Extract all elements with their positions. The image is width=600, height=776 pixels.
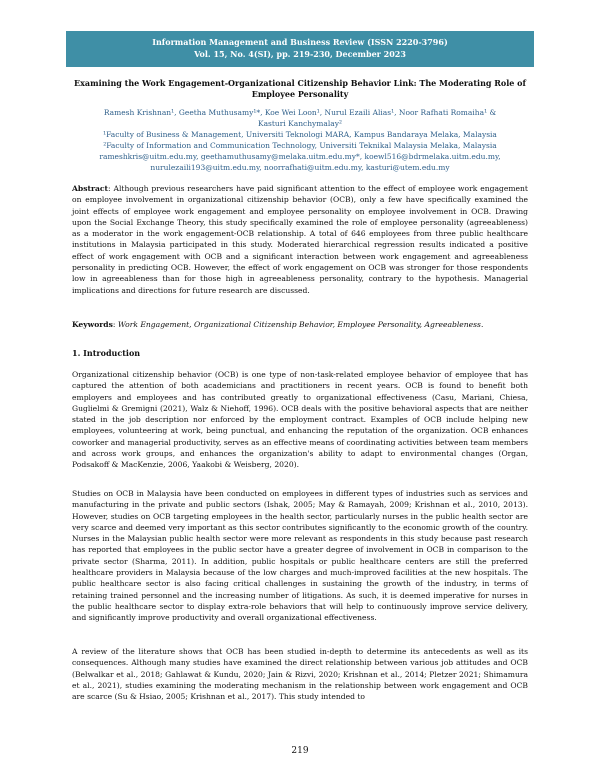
- section-heading: 1. Introduction: [72, 348, 141, 358]
- affiliation-1: ¹Faculty of Business & Management, Universiti Teknologi MARA, Kampus Bandaraya Melaka, Malaysia: [103, 130, 497, 139]
- author-block: [66, 107, 534, 173]
- author-emails-line1: rameshkris@uitm.edu.my, geethamuthusamy@melaka.uitm.edu.my*, koewl516@bdrmelaka.uitm.edu.my,: [99, 152, 501, 161]
- abstract-text: : Although previous researchers have paid significant attention to the effect of employee work engagement on employee involvement in organizational citizenship behavior (OCB), only a few have specifically examined the joint effects of employee work engagement and employee personality on employee involvement in OCB. Drawing upon the Social Exchange Theory, this study specifically examined the role of employee personality (agreeableness) as a moderator in the work engagement-OCB relationship. A total of 646 employees from three public healthcare institutions in Malaysia participated in this study. Moderated hierarchical regression results indicated a positive effect of work engagement with OCB and a significant interaction between work engagement and agreeableness personality in predicting OCB. However, the effect of work engagement on OCB was stronger for those respondents low in agreeableness than for those high in agreeableness personality, contrary to the hypothesis. Managerial implications and directions for future research are discussed.: [72, 184, 528, 295]
- paper-title: Examining the Work Engagement-Organizational Citizenship Behavior Link: The Moderating Role of Employee Personality: [74, 78, 526, 99]
- body-paragraph: Organizational citizenship behavior (OCB) is one type of non-task-related employee behavior of employee that has captured the attention of both academicians and practitioners in recent years. OCB is found to benefit both employers and employees and has contributed greatly to organizational effectiveness (Casu, Mariani, Chiesa, Guglielmi & Gremigni (2021), Walz & Niehoff, 1996). OCB deals with the positive behavioral aspects that are neither stated in the job description nor enforced by the employment contract. Examples of OCB include helping new employees, volunteering at work, being punctual, and enhancing the reputation of the organization. OCB enhances coworker and managerial productivity, serves as an effective means of coordinating activities between team members and across work groups, and enhances the organization's ability to adapt to environmental changes (Organ, Podsakoff & MacKenzie, 2006, Yaakobi & Weisberg, 2020).: [72, 370, 528, 470]
- author-list-line2: Kasturi Kanchymalay²: [257, 119, 342, 128]
- author-list-line1: Ramesh Krishnan¹, Geetha Muthusamy¹*, Koe Wei Loon¹, Nurul Ezaili Alias¹, Noor Rafhati Romaiha¹ &: [103, 108, 497, 117]
- body-paragraph: A review of the literature shows that OCB has been studied in-depth to determine its antecedents as well as its consequences. Although many studies have examined the direct relationship between various job attitudes and OCB (Belwalkar et al., 2018; Gahlawat & Kundu, 2020; Jain & Rizvi, 2020; Krishnan et al., 2014; Pletzer 2021; Shimamura et al., 2021), studies examining the moderating mechanism in the relationship between work engagement and OCB are scarce (Su & Hsiao, 2005; Krishnan et al., 2017). This study intended to: [72, 647, 528, 702]
- journal-name: Information Management and Business Review (ISSN 2220-3796): [152, 37, 448, 47]
- volume-info: Vol. 15, No. 4(SI), pp. 219-230, December 2023: [194, 49, 406, 59]
- abstract: [72, 183, 528, 296]
- page-number: 219: [291, 746, 309, 756]
- author-emails-line2: nurulezaili193@uitm.edu.my, noorrafhati@uitm.edu.my, kasturi@utem.edu.my: [150, 163, 450, 172]
- abstract-label: Abstract: [72, 184, 109, 193]
- keywords-text: Work Engagement, Organizational Citizenship Behavior, Employee Personality, Agreeableness.: [117, 320, 484, 329]
- keywords: Keywords: Work Engagement, Organizational Citizenship Behavior, Employee Personality, Agreeableness.: [72, 320, 484, 329]
- affiliation-2: ²Faculty of Information and Communication Technology, Universiti Teknikal Malaysia Melaka, Malaysia: [103, 141, 497, 150]
- journal-header-banner: [66, 31, 534, 67]
- body-paragraph: Studies on OCB in Malaysia have been conducted on employees in different types of industries such as services and manufacturing in the private and public sectors (Ishak, 2005; May & Ramayah, 2009; Krishnan et al., 2010, 2013). However, studies on OCB targeting employees in the health sector, particularly nurses in the public health sector are very scarce and deemed very important as this sector contributes significantly to the economic growth of the country. Nurses in the Malaysian public health sector were more relevant as respondents in this study because past research has reported that employees in the public sector have a greater degree of involvement in OCB in comparison to the private sector (Sharma, 2011). In addition, public hospitals or public healthcare centers are still the preferred healthcare providers in Malaysia because of the low charges and much-improved facilities at the new hospitals. The public healthcare sector is also facing critical challenges in sustaining the growth of the industry, in terms of retaining trained personnel and the increasing number of litigations. As such, it is deemed imperative for nurses in the public healthcare sector to display extra-role behaviors that will help to continuously improve service delivery, and significantly improve productivity and overall organizational effectiveness.: [72, 489, 528, 623]
- keywords-label: Keywords: [72, 320, 113, 329]
